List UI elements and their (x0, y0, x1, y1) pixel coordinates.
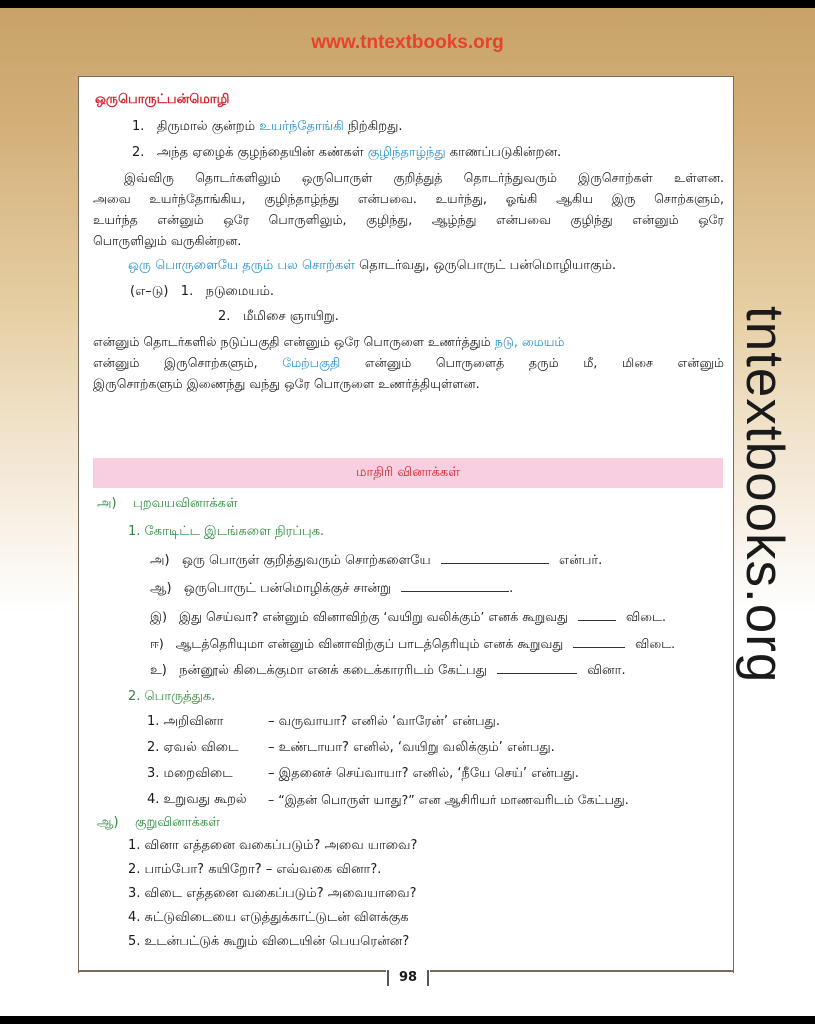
fill-blank-item: அ) ஒரு பொருள் குறித்துவரும் சொற்களையே என்பர். (150, 553, 603, 568)
site-url[interactable]: www.tntextbooks.org (311, 32, 504, 53)
example-item: 2. மீமிசை ஞாயிறு. (218, 309, 339, 324)
paragraph-line: உயர்ந்த என்னும் ஒரே பொருளிலும், குழிந்து, ஆழ்ந்து என்பவை குழிந்து என்னும் ஒரே (93, 212, 724, 227)
footer-rule (78, 970, 386, 972)
match-item-left: 2. ஏவல் விடை (147, 740, 239, 755)
highlight-word: உயர்ந்தோங்கி (259, 119, 344, 134)
paragraph-line: இருசொற்களும் இணைந்து வந்து ஒரே பொருளை உணர்த்தியுள்ளன. (93, 376, 480, 391)
short-question: 1. வினா எத்தனை வகைப்படும்? அவை யாவை? (128, 838, 418, 853)
definition: ஒரு பொருளையே தரும் பல சொற்கள் தொடர்வது, ஒருபொருட் பன்மொழியாகும். (128, 258, 617, 273)
short-question: 5. உடன்பட்டுக் கூறும் விடையின் பெயரென்ன? (128, 934, 410, 949)
fill-blanks-heading: 1. கோடிட்ட இடங்களை நிரப்புக. (128, 524, 325, 539)
part-a-heading: அ) புறவயவினாக்கள் (97, 496, 238, 511)
part-b-heading: ஆ) குறுவினாக்கள் (97, 815, 220, 830)
match-item-right: – வருவாயா? எனில் ‘வாரேன்’ என்பது. (268, 714, 500, 729)
footer-rule (430, 970, 733, 972)
match-item-left: 1. அறிவினா (147, 714, 224, 729)
match-item-left: 3. மறைவிடை (147, 766, 233, 781)
match-item-right: – உண்டாயா? எனில், ‘வயிறு வலிக்கும்’ என்பது. (268, 740, 555, 755)
paragraph-line: என்னும் இருசொற்களும், மேற்பகுதி என்னும் பொருளைத் தரும் மீ, மிசை என்னும் (93, 355, 724, 370)
model-questions-banner: மாதிரி வினாக்கள் (93, 458, 723, 488)
short-question: 3. விடை எத்தனை வகைப்படும்? அவையாவை? (128, 886, 417, 901)
paragraph-line: இவ்விரு தொடர்களிலும் ஒருபொருள் குறித்துத் தொடர்ந்துவரும் இருசொற்கள் உள்ளன. (124, 170, 724, 185)
paragraph-line: என்னும் தொடர்களில் நடுப்பகுதி என்னும் ஒரே பொருளை உணர்த்தும் நடு, மையம் (93, 334, 565, 349)
watermark: tntextbooks.org (735, 306, 794, 684)
example-1: 1. திருமால் குன்றம் உயர்ந்தோங்கி நிற்கிறது. (132, 119, 403, 134)
fill-blank-item: இ) இது செய்வா? என்னும் வினாவிற்கு ‘வயிறு வலிக்கும்’ எனக் கூறுவது விடை. (150, 609, 666, 624)
match-heading: 2. பொருத்துக. (128, 689, 216, 704)
fill-blank-item: உ) நன்னூல் கிடைக்குமா எனக் கடைக்காரரிடம் கேட்பது வினா. (150, 663, 626, 678)
match-item-right: – இதனைச் செய்வாயா? எனில், ‘நீயே செய்’ என்பது. (268, 766, 579, 781)
paragraph-line: பொருளிலும் வருகின்றன. (93, 233, 242, 248)
page-number: 98 (385, 970, 431, 985)
example-2: 2. அந்த ஏழைக் குழந்தையின் கண்கள் குழிந்தாழ்ந்து காணப்படுகின்றன. (132, 145, 562, 160)
section-heading: ஒருபொருட்பன்மொழி (95, 92, 230, 107)
fill-blank-item: ஈ) ஆடத்தெரியுமா என்னும் வினாவிற்குப் பாடத்தெரியும் எனக் கூறுவது விடை. (150, 636, 676, 651)
short-question: 4. சுட்டுவிடையை எடுத்துக்காட்டுடன் விளக்குக (128, 910, 409, 925)
fill-blank-item: ஆ) ஒருபொருட் பன்மொழிக்குச் சான்று . (150, 581, 514, 596)
highlight-word: குழிந்தாழ்ந்து (367, 145, 446, 160)
short-question: 2. பாம்போ? கயிறோ? – எவ்வகை வினா?. (128, 862, 382, 877)
match-item-right: – “இதன் பொருள் யாது?” என ஆசிரியர் மாணவரிடம் கேட்பது. (268, 792, 629, 807)
paragraph-line: அவை உயர்ந்தோங்கிய, குழிந்தாழ்ந்து என்பவை. உயர்ந்து, ஓங்கி ஆகிய இரு சொற்களும், (93, 191, 724, 206)
example-label: (எ–டு) 1. நடுமையம். (130, 284, 275, 299)
match-item-left: 4. உறுவது கூறல் (147, 792, 247, 807)
